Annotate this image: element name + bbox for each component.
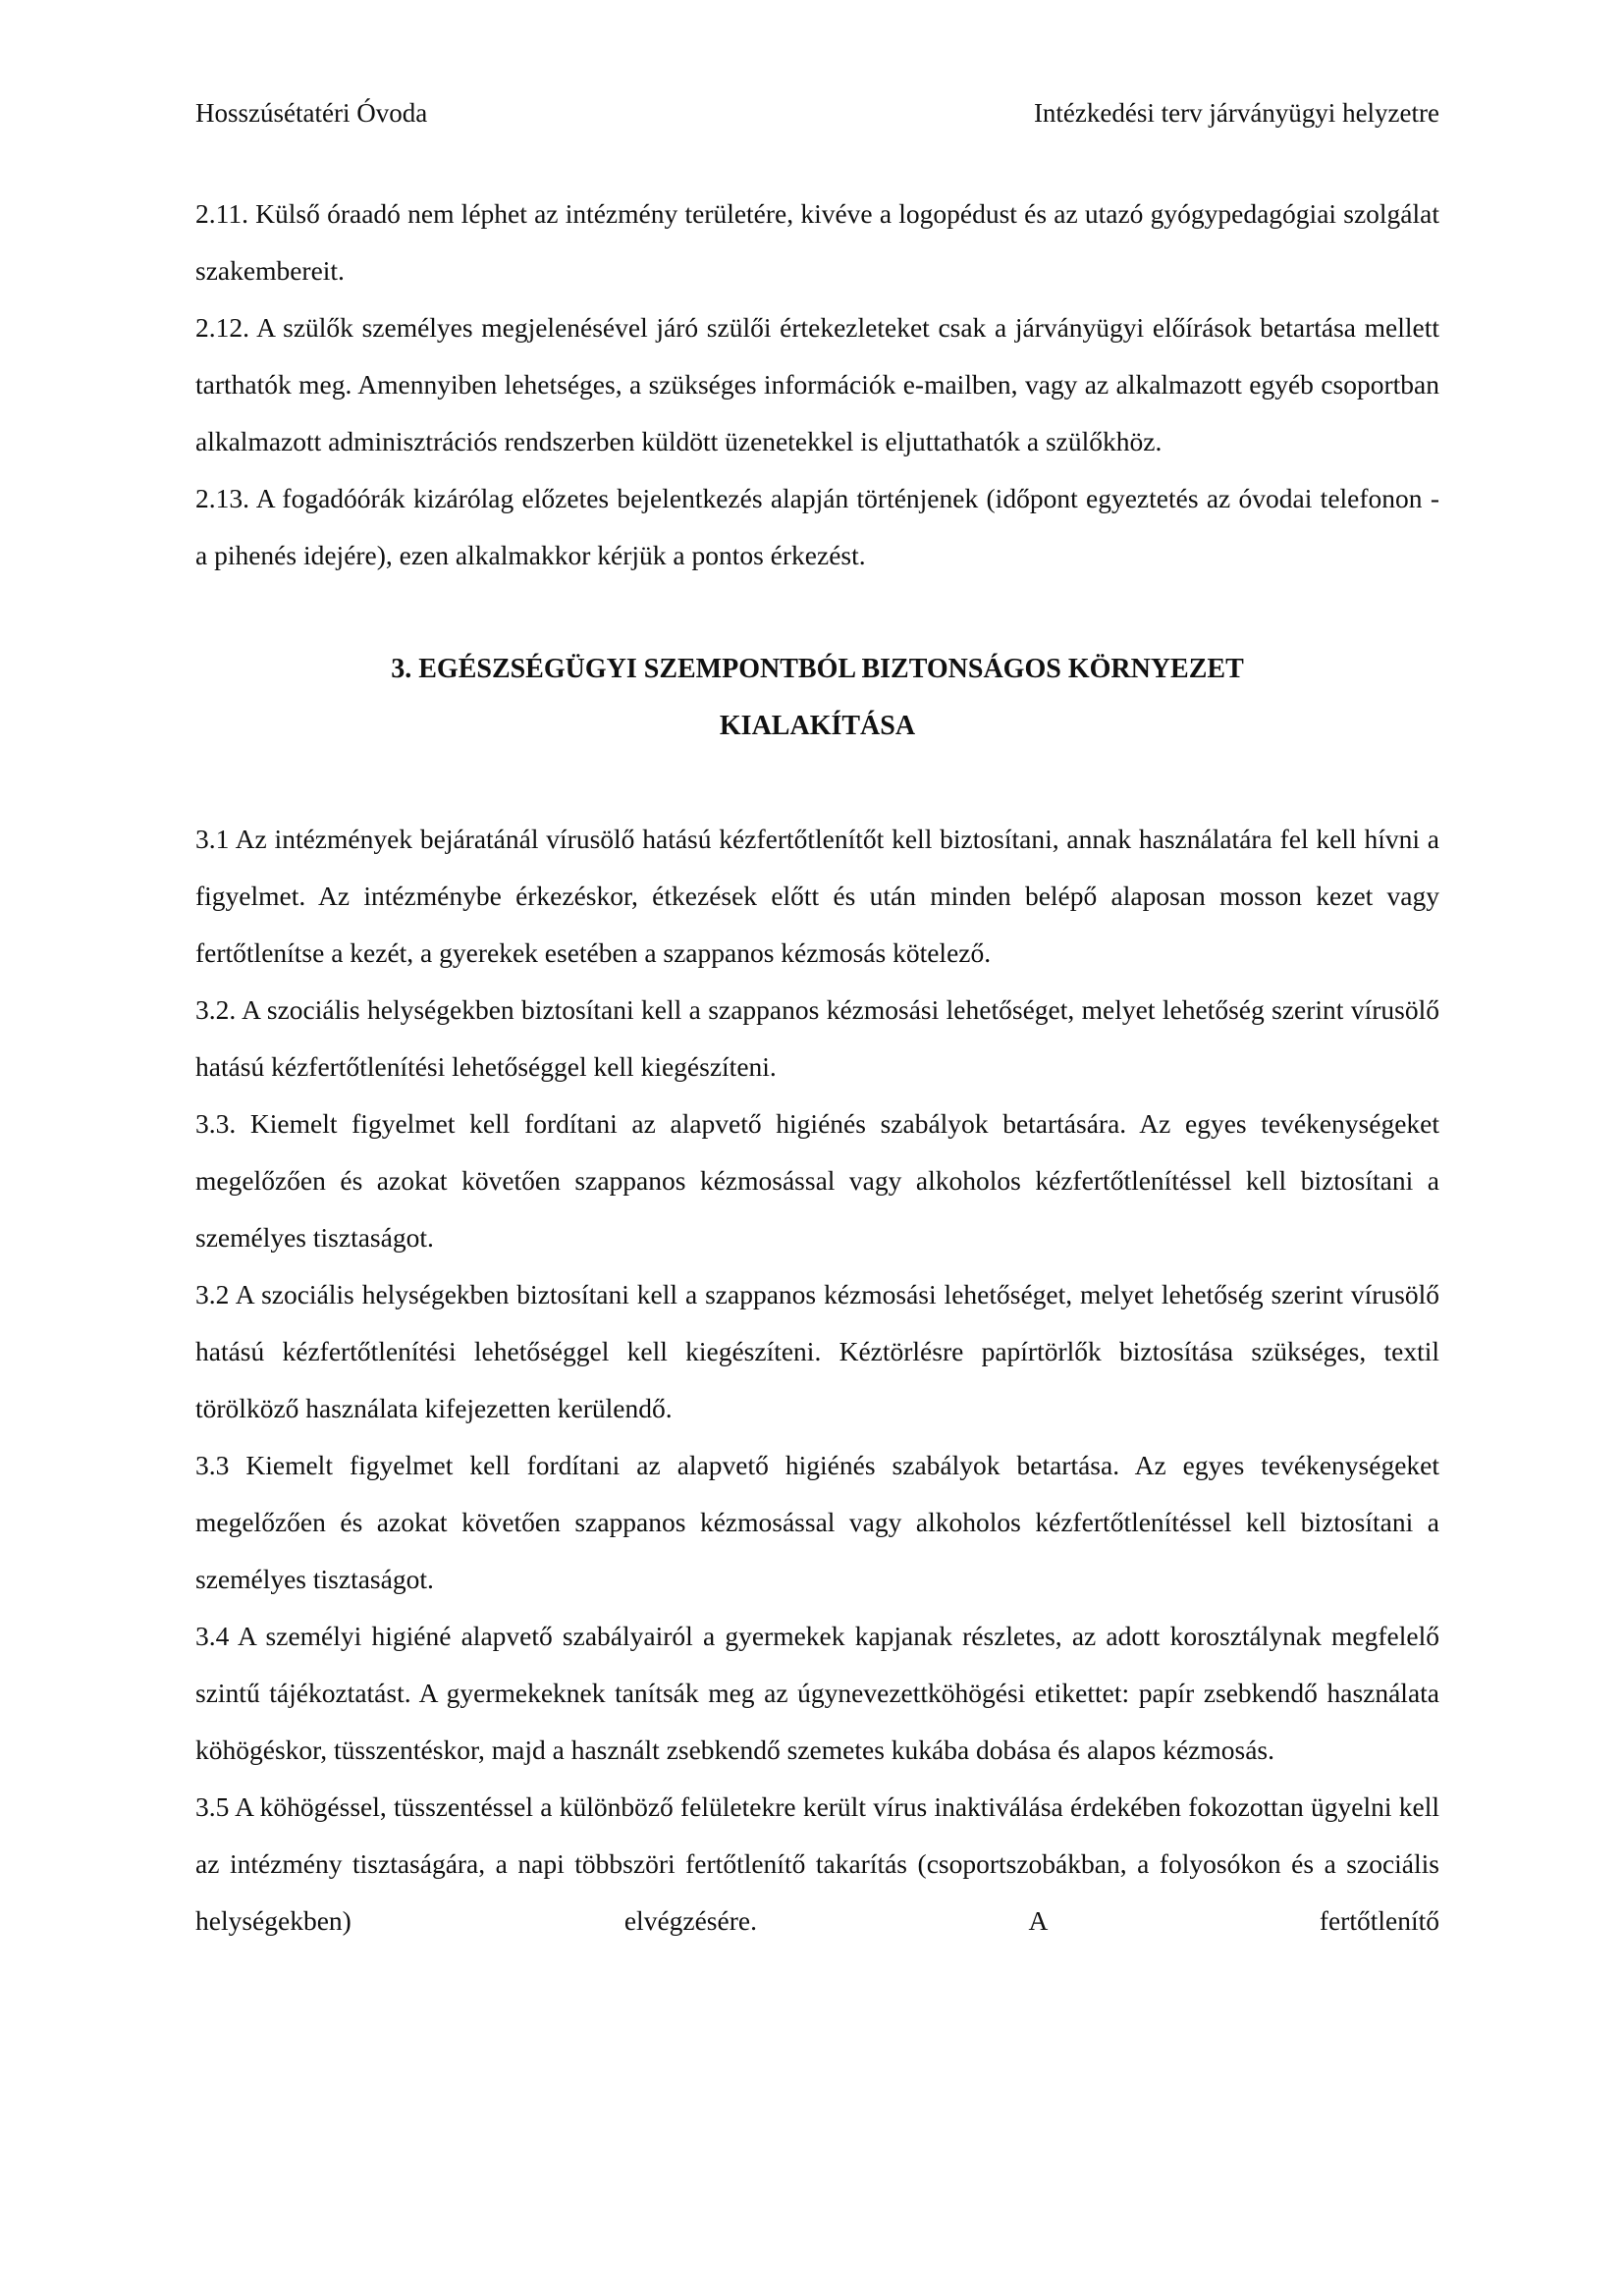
section-3-heading-line-1: 3. EGÉSZSÉGÜGYI SZEMPONTBÓL BIZTONSÁGOS KÖRNYEZET: [391, 654, 1244, 684]
paragraph-3-1: 3.1 Az intézmények bejáratánál vírusölő hatású kézfertőtlenítőt kell biztosítani, annak használatára fel kell hívni a figyelmet. Az intézménybe érkezéskor, étkezések előtt és után minden belépő alaposan mosson kezet vagy fertőtlenítse a kezét, a gyerekek esetében a szappanos kézmosás kötelező.: [195, 824, 1439, 968]
spacer: [195, 754, 1439, 811]
section-3-heading: [195, 641, 1439, 754]
paragraph-3-2-repeat: 3.2 A szociális helységekben biztosítani kell a szappanos kézmosási lehetőséget, melyet lehetőség szerint vírusölő hatású kézfertőtlenítési lehetőséggel kell kiegészíteni. Kéztörlésre papírtörlők biztosítása szükséges, textil törölköző használata kifejezetten kerülendő.: [195, 1279, 1439, 1423]
paragraph-3-4: 3.4 A személyi higiéné alapvető szabályairól a gyermekek kapjanak részletes, az adott korosztálynak megfelelő szintű tájékoztatást. A gyermekeknek tanítsák meg az úgynevezettköhögési etikettet: papír zsebkendő használata köhögéskor, tüsszentéskor, majd a használt zsebkendő szemetes kukába dobása és alapos kézmosás.: [195, 1621, 1439, 1765]
header-document-title: Intézkedési terv járványügyi helyzetre: [1033, 98, 1439, 128]
paragraph-3-5: 3.5 A köhögéssel, tüsszentéssel a különböző felületekre került vírus inaktiválása érdekében fokozottan ügyelni kell az intézmény tisztaságára, a napi többszöri fertőtlenítő takarítás (csoportszobákban, a folyosókon és a szociális helységekben) elvégzésére. A fertőtlenítő: [195, 1791, 1439, 1936]
header-institution-name: Hosszúsétatéri Óvoda: [195, 98, 428, 128]
paragraph-2-13: 2.13. A fogadóórák kizárólag előzetes bejelentkezés alapján történjenek (időpont egyeztetés az óvodai telefonon - a pihenés idejére), ezen alkalmakkor kérjük a pontos érkezést.: [195, 483, 1439, 570]
paragraph-2-11: 2.11. Külső óraadó nem léphet az intézmény területére, kivéve a logopédust és az utazó gyógypedagógiai szolgálat szakembereit.: [195, 198, 1439, 286]
document-body: [195, 186, 1439, 1949]
section-3-heading-line-2: KIALAKÍTÁSA: [719, 710, 916, 741]
paragraph-2-12: 2.12. A szülők személyes megjelenésével járó szülői értekezleteket csak a járványügyi előírások betartása mellett tarthatók meg. Amennyiben lehetséges, a szükséges információk e-mailben, vagy az alkalmazott egyéb csoportban alkalmazott adminisztrációs rendszerben küldött üzenetekkel is eljuttathatók a szülőkhöz.: [195, 312, 1439, 456]
spacer: [195, 584, 1439, 641]
paragraph-3-2: 3.2. A szociális helységekben biztosítani kell a szappanos kézmosási lehetőséget, melyet lehetőség szerint vírusölő hatású kézfertőtlenítési lehetőséggel kell kiegészíteni.: [195, 994, 1439, 1082]
page-header: [195, 95, 1439, 131]
paragraph-3-3-repeat: 3.3 Kiemelt figyelmet kell fordítani az alapvető higiénés szabályok betartása. Az egyes tevékenységeket megelőzően és azokat követően szappanos kézmosással vagy alkoholos kézfertőtlenítéssel kell biztosítani a személyes tisztaságot.: [195, 1450, 1439, 1594]
paragraph-3-3: 3.3. Kiemelt figyelmet kell fordítani az alapvető higiénés szabályok betartására. Az egyes tevékenységeket megelőzően és azokat követően szappanos kézmosással vagy alkoholos kézfertőtlenítéssel kell biztosítani a személyes tisztaságot.: [195, 1108, 1439, 1253]
